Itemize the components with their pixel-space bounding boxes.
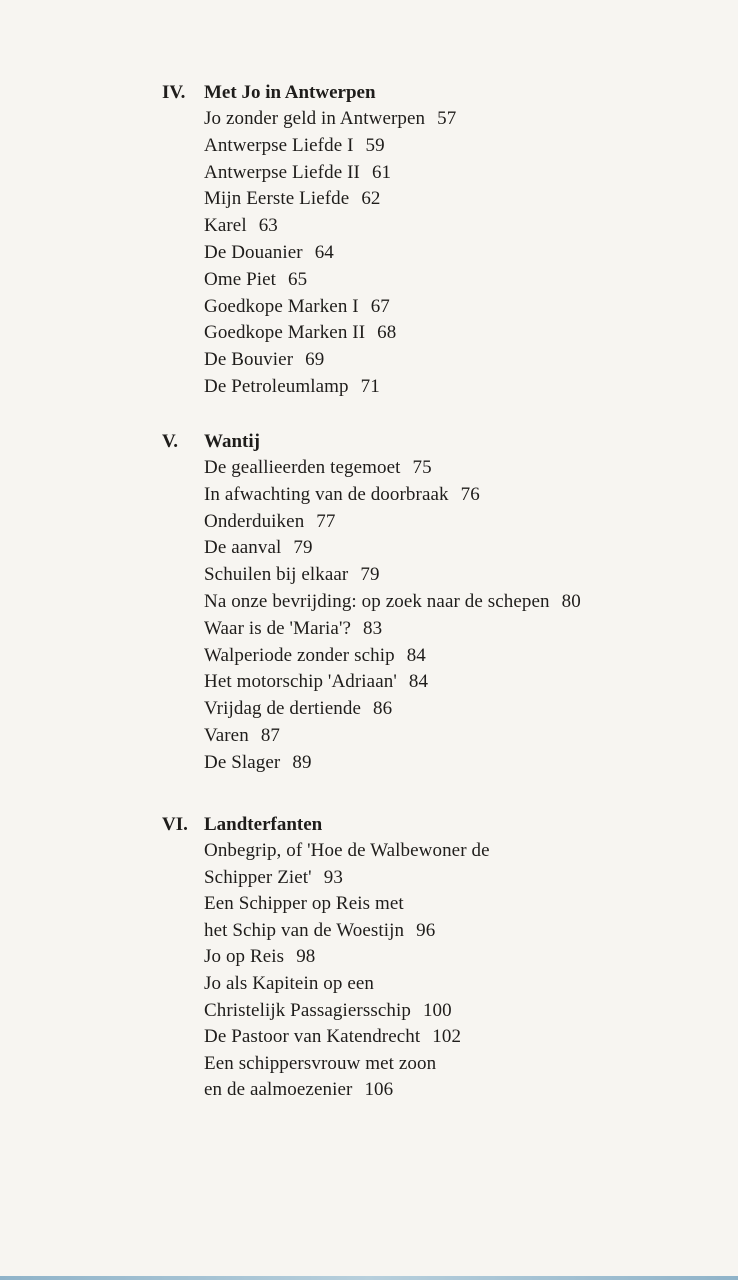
entry-title: Karel [204, 215, 247, 237]
entry-title: De geallieerden tegemoet [204, 457, 401, 478]
entry-page: 57 [437, 108, 457, 129]
entry-title: Antwerpse Liefde II [204, 161, 360, 183]
toc-entry [204, 891, 702, 918]
toc-entry [204, 1051, 702, 1078]
section-number: IV. [162, 82, 186, 103]
entry-title: en de aalmoezenier [204, 1079, 353, 1101]
toc-entry [204, 838, 702, 865]
section-number: VI. [162, 814, 188, 835]
entry-page: 63 [258, 215, 278, 237]
entry-page: 59 [365, 134, 385, 156]
entry-title: Onbegrip, of 'Hoe de Walbewoner de [204, 840, 490, 861]
entry-page: 75 [412, 457, 432, 478]
toc-entry [204, 106, 702, 133]
toc-entry [204, 696, 702, 723]
entry-page: 76 [460, 483, 480, 505]
toc-entry [204, 944, 702, 971]
entry-page: 67 [370, 295, 390, 317]
toc-entries [162, 455, 702, 777]
entry-page: 62 [361, 188, 381, 210]
entry-title: Waar is de 'Maria'? [204, 617, 352, 639]
toc-entry [204, 998, 702, 1025]
entry-title: De Bouvier [204, 349, 294, 371]
entry-page: 98 [296, 946, 316, 968]
entry-title: De Douanier [204, 241, 303, 263]
entry-title: Jo zonder geld in Antwerpen [204, 108, 426, 129]
entry-title: Varen [204, 724, 249, 746]
toc-entry [204, 643, 702, 670]
toc-entry [204, 1077, 702, 1104]
entry-page: 79 [293, 537, 313, 559]
entry-page: 83 [363, 617, 383, 639]
page-edge-strip [0, 1276, 738, 1280]
toc-entry [204, 133, 702, 160]
section-title: Met Jo in Antwerpen [204, 82, 376, 103]
toc-entries [162, 838, 702, 1104]
entry-page: 61 [371, 161, 392, 183]
entry-title: In afwachting van de doorbraak [204, 483, 449, 505]
toc-section-v [162, 429, 702, 777]
entry-title: Een Schipper op Reis met [204, 893, 404, 915]
toc-entry [204, 455, 702, 482]
entry-page: 84 [408, 671, 429, 693]
toc-entry [204, 186, 702, 213]
entry-title: De Petroleumlamp [204, 375, 349, 397]
entry-title: Walperiode zonder schip [204, 644, 395, 666]
toc-entry [204, 535, 702, 562]
toc-entry [204, 971, 702, 998]
entry-page: 68 [377, 322, 397, 344]
toc-entry [204, 616, 702, 643]
entry-title: Onderduiken [204, 510, 305, 532]
entry-title: Antwerpse Liefde I [204, 134, 354, 156]
toc-entry [204, 294, 702, 321]
entry-page: 64 [314, 241, 334, 263]
entry-title: Ome Piet [204, 268, 277, 290]
toc-section-vi [162, 812, 702, 1104]
toc-entry [204, 213, 702, 240]
entry-page: 65 [288, 268, 308, 290]
entry-title: Goedkope Marken I [204, 295, 359, 317]
entry-title: Goedkope Marken II [204, 322, 366, 344]
entry-title: Mijn Eerste Liefde [204, 188, 350, 210]
toc-entry [204, 240, 702, 267]
toc-entry [204, 1024, 702, 1051]
entry-page: 77 [316, 510, 336, 532]
toc-section-iv [162, 80, 702, 401]
entry-title: het Schip van de Woestijn [204, 919, 405, 941]
entry-page: 106 [364, 1079, 394, 1101]
entry-page: 89 [292, 751, 312, 773]
entry-page: 79 [360, 564, 380, 586]
entry-page: 69 [305, 349, 325, 371]
entry-title: Jo op Reis [204, 946, 285, 968]
entry-title: Vrijdag de dertiende [204, 698, 362, 720]
toc-entry [204, 918, 702, 945]
entry-title: De aanval [204, 537, 282, 559]
toc-entry [204, 267, 702, 294]
toc-entry [204, 589, 702, 616]
toc-entry [204, 482, 702, 509]
toc-entry [204, 160, 702, 187]
entry-page: 84 [406, 644, 426, 666]
section-number: V. [162, 431, 179, 452]
toc-entry [204, 750, 702, 777]
section-title: Wantij [204, 431, 260, 452]
toc-entries [162, 106, 702, 401]
toc-entry [204, 723, 702, 750]
entry-title: Schuilen bij elkaar [204, 564, 349, 586]
entry-page: 102 [432, 1026, 462, 1048]
entry-title: De Slager [204, 751, 281, 773]
toc-entry [204, 509, 702, 536]
entry-page: 71 [360, 375, 380, 397]
entry-page: 86 [373, 698, 393, 720]
entry-title: Schipper Ziet' [204, 866, 312, 888]
entry-page: 87 [260, 724, 281, 746]
toc-entry [204, 865, 702, 892]
section-heading [162, 812, 702, 838]
entry-page: 80 [561, 590, 581, 612]
toc-entry [204, 320, 702, 347]
entry-page: 96 [416, 919, 436, 941]
entry-title: Een schippersvrouw met zoon [204, 1052, 437, 1074]
toc-entry [204, 562, 702, 589]
entry-page: 100 [422, 999, 452, 1021]
entry-title: Jo als Kapitein op een [204, 972, 374, 994]
toc-entry [204, 347, 702, 374]
section-heading [162, 80, 702, 106]
entry-title: De Pastoor van Katendrecht [204, 1026, 421, 1048]
entry-title: Het motorschip 'Adriaan' [204, 671, 397, 693]
toc-entry [204, 669, 702, 696]
entry-title: Na onze bevrijding: op zoek naar de schepen [204, 590, 550, 612]
entry-title: Christelijk Passagiersschip [204, 999, 411, 1021]
section-title: Landterfanten [204, 814, 323, 835]
section-heading [162, 429, 702, 455]
entry-page: 93 [323, 866, 343, 888]
toc-entry [204, 374, 702, 401]
